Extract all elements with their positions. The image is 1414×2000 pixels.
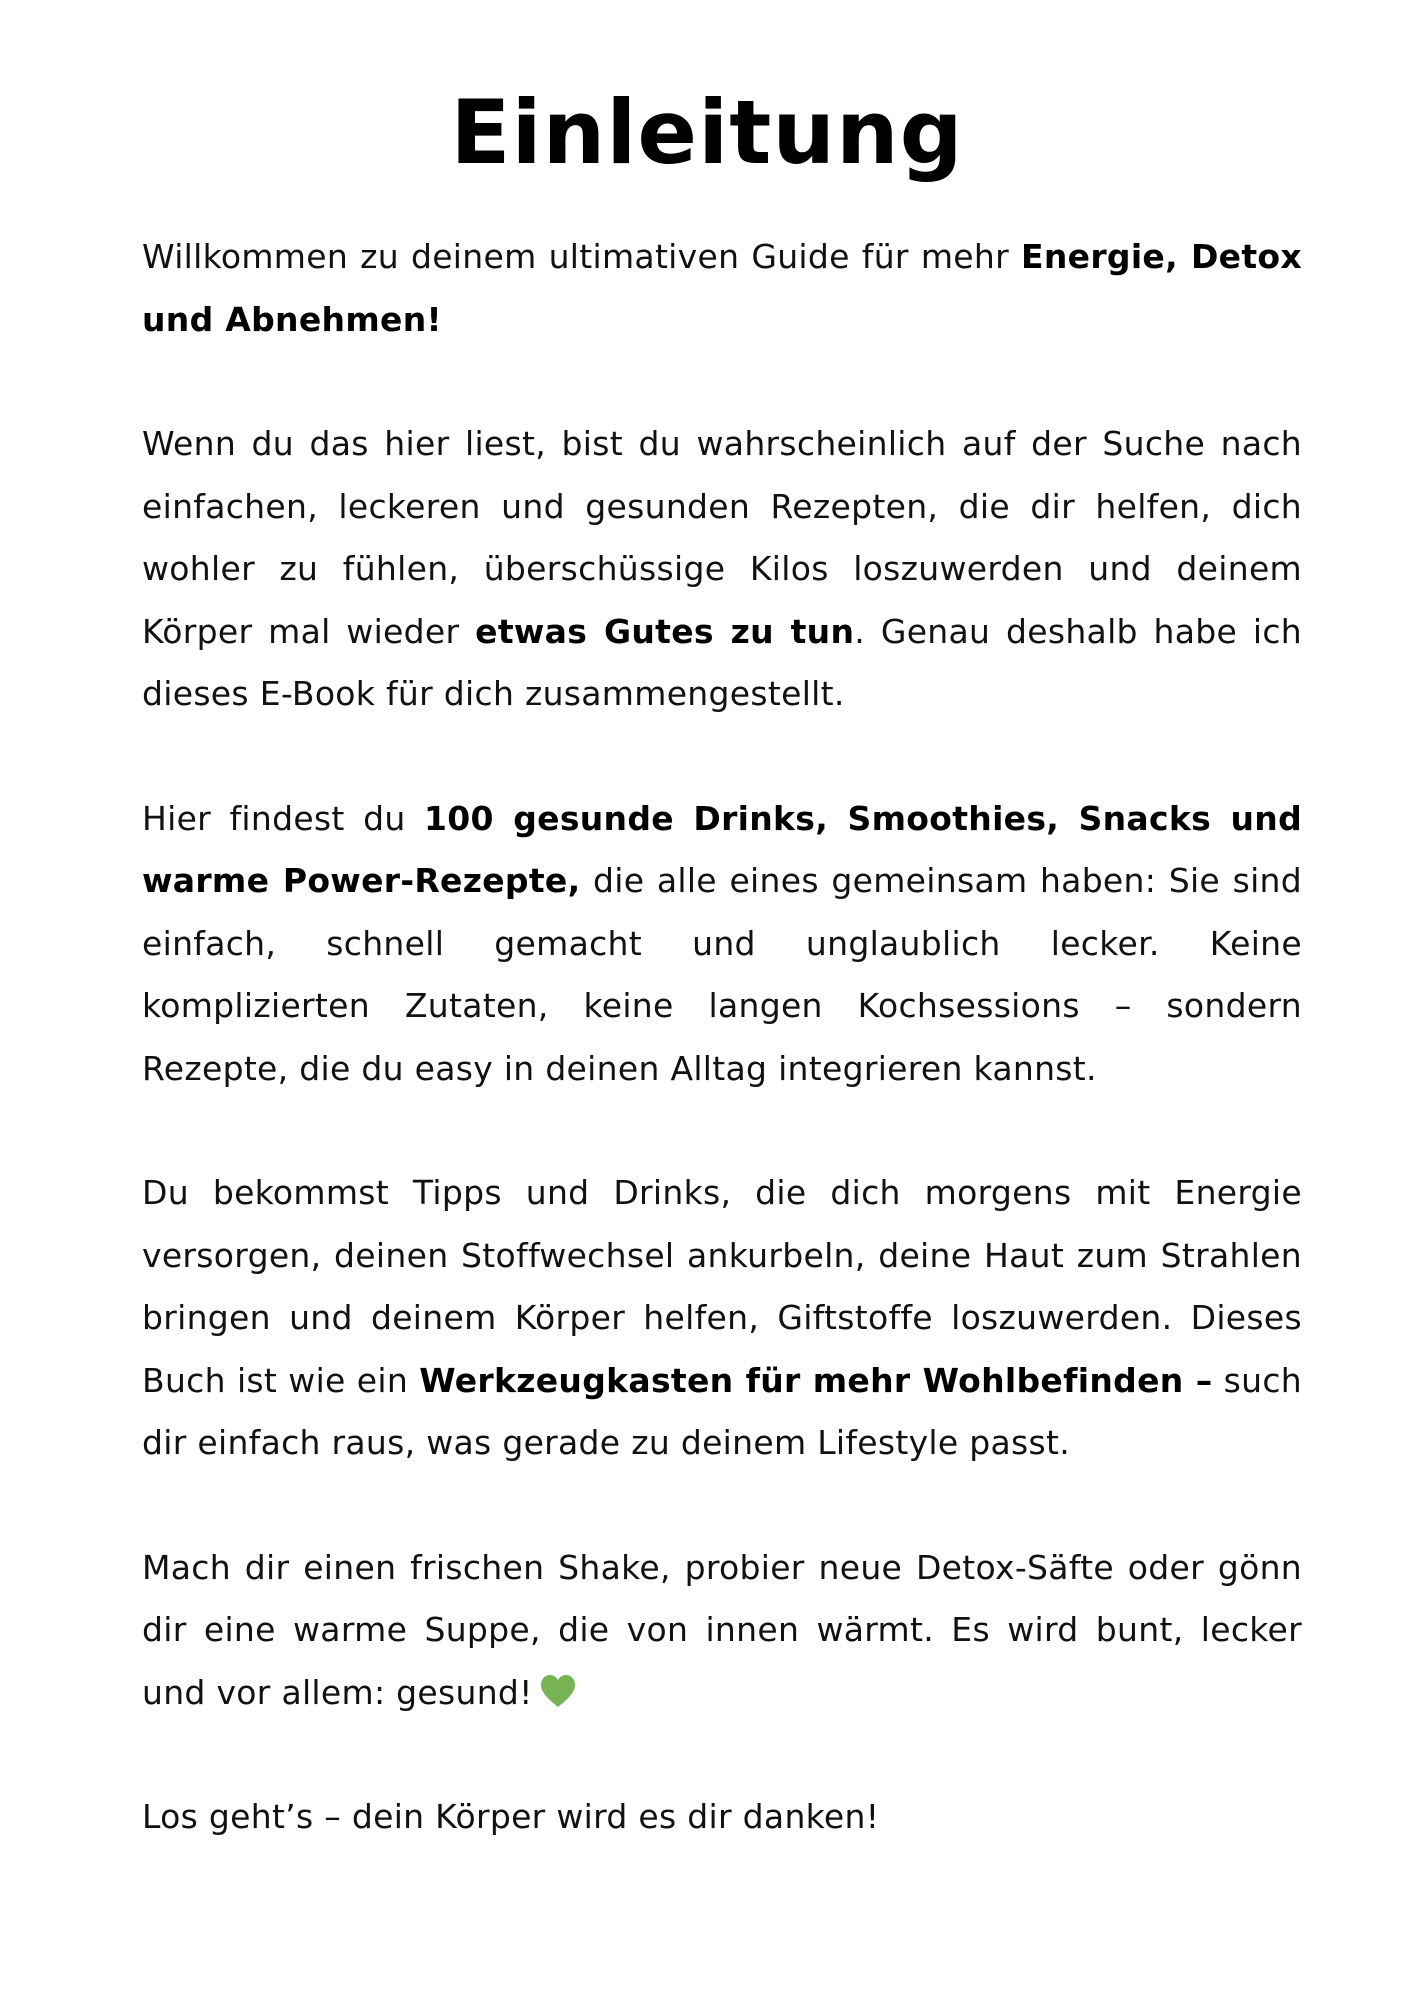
page-title: Einleitung [450, 81, 964, 184]
text-segment: . Genau deshalb habe ich dieses E-Book für dich zusammengestellt. [142, 611, 1302, 713]
text-segment: Los geht’s – dein Körper wird es dir danken! [142, 1797, 880, 1836]
bold-text-segment: 100 gesunde Drinks, Smoothies, Snacks und warme Power-Rezepte, [142, 798, 1302, 900]
intro-body [142, 226, 1302, 1849]
text-segment: Wenn du das hier liest, bist du wahrscheinlich auf der Suche nach einfachen, leckeren und gesunden Rezepten, die dir helfen, dich wohler zu fühlen, überschüssige Kilos loszuwerden und deinem Körper mal wieder [142, 424, 1302, 651]
text-segment: Mach dir einen frischen Shake, probier neue Detox-Säfte oder gönn dir eine warme Suppe, die von innen wärmt. Es wird bunt, lecker und vor allem: gesund! [142, 1547, 1302, 1712]
paragraph-contents [142, 788, 1302, 1101]
paragraph-invitation [142, 1537, 1302, 1725]
text-segment: Willkommen zu deinem ultimativen Guide für mehr [142, 237, 1021, 276]
paragraph-motivation [142, 413, 1302, 726]
bold-text-segment: Energie, Detox und Abnehmen! [142, 237, 1302, 339]
text-segment: Hier findest du [142, 798, 424, 838]
text-segment: such dir einfach raus, was gerade zu deinem Lifestyle passt. [142, 1360, 1302, 1462]
text-segment: die alle eines gemeinsam haben: Sie sind einfach, schnell gemacht und unglaublich lecker. Keine komplizierten Zutaten, keine langen Kochsessions – sondern Rezepte, die du easy in deinen Alltag integrieren kannst. [142, 861, 1302, 1088]
text-segment: Du bekommst Tipps und Drinks, die dich morgens mit Energie versorgen, deinen Stoffwechsel ankurbeln, deine Haut zum Strahlen bringen und deinem Körper helfen, Giftstoffe loszuwerden. Dieses Buch ist wie ein [142, 1173, 1302, 1400]
paragraph-welcome [142, 226, 1302, 351]
paragraph-benefits [142, 1162, 1302, 1475]
bold-text-segment: etwas Gutes zu tun [475, 611, 855, 651]
bold-text-segment: Werkzeugkasten für mehr Wohlbefinden – [419, 1360, 1213, 1400]
green-heart-icon [539, 1666, 577, 1700]
paragraph-closing [142, 1786, 1302, 1849]
